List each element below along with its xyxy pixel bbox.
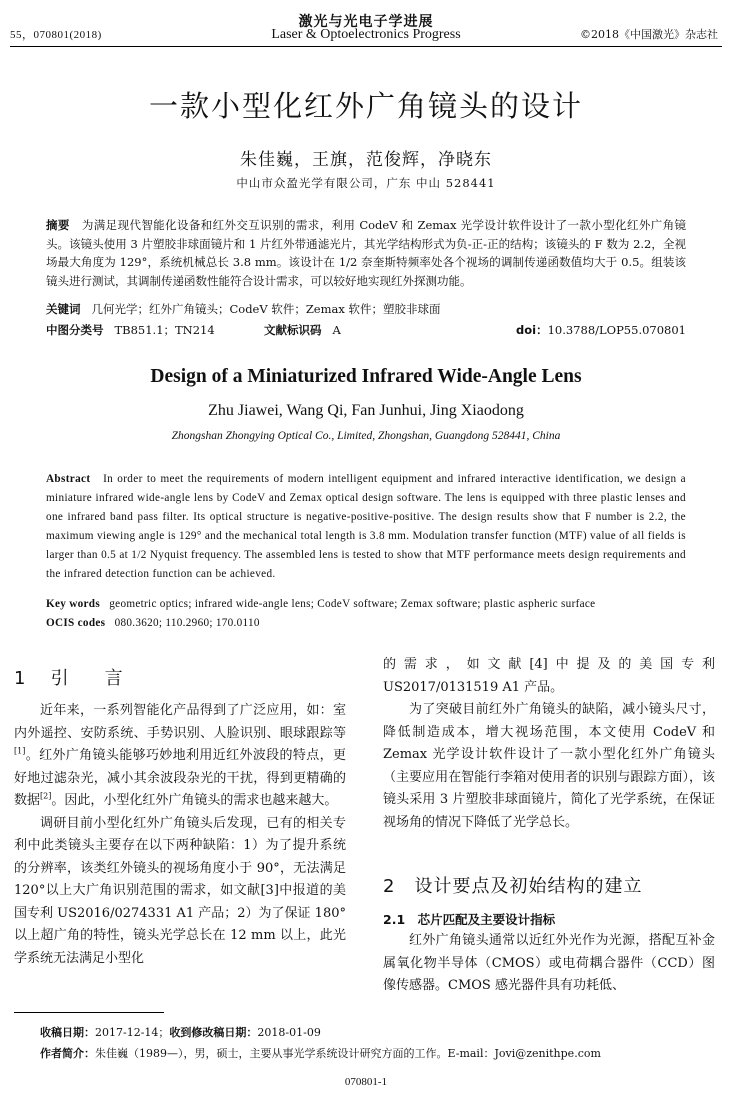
ocis-label: OCIS codes xyxy=(46,617,106,629)
intro-p1-part-a: 近年来，一系列智能化产品得到了广泛应用，如：室内外遥控、安防系统、手势识别、人脸识别、眼球跟踪等 xyxy=(14,703,346,741)
footnote-dates xyxy=(40,1024,321,1040)
paper-title-en: Design of a Miniaturized Infrared Wide-Angle Lens xyxy=(150,366,582,387)
intro-p1-part-b: 。红外广角镜头能够巧妙地利用近红外波段的特点，更好地过滤杂光，减小其余波段杂光的干扰，得到更精确的数据 xyxy=(14,748,346,808)
bio-label: 作者简介： xyxy=(40,1047,95,1060)
intro-paragraph-1 xyxy=(14,700,346,813)
revised-date: 2018-01-09 xyxy=(257,1026,321,1039)
doc-code-label: 文献标识码 xyxy=(264,323,322,337)
affiliation-en: Zhongshan Zhongying Optical Co., Limited, Zhongshan, Guangdong 528441, China xyxy=(171,430,561,442)
section-1-heading xyxy=(14,664,125,690)
citation-1[interactable]: [1] xyxy=(14,746,26,756)
revised-label: 收到修改稿日期： xyxy=(169,1026,258,1039)
ocis-text: 080.3620; 110.2960; 170.0110 xyxy=(114,617,260,629)
doi-link[interactable]: 10.3788/LOP55.070801 xyxy=(547,323,686,337)
subsection-2-1-heading: 2.1 芯片匹配及主要设计指标 xyxy=(383,912,556,927)
received-date: 2017-12-14； xyxy=(95,1026,170,1039)
authors-en: Zhu Jiawei, Wang Qi, Fan Junhui, Jing Xiaodong xyxy=(208,402,524,419)
left-column xyxy=(14,700,346,970)
header-issue: 55，070801(2018) xyxy=(10,29,102,41)
keywords-cn xyxy=(46,301,686,317)
abstract-en xyxy=(46,470,686,584)
ocis-codes xyxy=(46,617,686,629)
received-label: 收稿日期： xyxy=(40,1026,95,1039)
authors-cn: 朱佳巍，王旗，范俊辉，净晓东 xyxy=(240,150,492,170)
intro-paragraph-3: 为了突破目前红外广角镜头的缺陷，减小镜头尺寸，降低制造成本，增大视场范围，本文使用 CodeV 和 Zemax 光学设计软件设计了一款小型化红外广角镜头（主要应用在智能行李箱对使用者的识别与跟踪方面），该镜头采用 3 片塑胶非球面镜片，简化了光学系统，在保证视场角的情况下降低了光学总长。 xyxy=(383,702,715,830)
keywords-cn-text: 几何光学；红外广角镜头；CodeV 软件；Zemax 软件；塑胶非球面 xyxy=(91,302,441,316)
section-1-title-b: 言 xyxy=(104,668,125,689)
keywords-en-label: Key words xyxy=(46,598,100,610)
doc-code-value: A xyxy=(332,323,341,337)
abstract-cn xyxy=(46,216,686,290)
abstract-en-text: In order to meet the requirements of modern intelligent equipment and infrared interactive identification, we design a miniature infrared wide-angle lens by CodeV and Zemax optical design software. The lens is equipped with three plastic lenses and one infrared band pass filter. Its optical structure is negative-positive-positive. The design results show that F number is 2.2, the maximum viewing angle is 129° and the mechanical total length is 3.8 mm. Modulation transfer function (MTF) value of all fields is larger than 0.5 at 1/2 Nyquist frequency. The assembled lens is tested to show that MTF performance meets design requirements and the infrared detection function can be achieved. xyxy=(46,473,686,580)
keywords-en xyxy=(46,598,706,610)
doi-label: doi： xyxy=(516,323,548,337)
abstract-cn-text: 为满足现代智能化设备和红外交互识别的需求，利用 CodeV 和 Zemax 光学设计软件设计了一款小型化红外广角镜头。该镜头使用 3 片塑胶非球面镜片和 1 片红外带通滤光片，其光学结构形式为负-正-正的结构；该镜头的 F 数为 2.2，全视场最大角度为 129°，系统机械总长 3.8 mm。该设计在 1/2 奈奎斯特频率处各个视场的调制传递函数值均大于 0.5。组装该镜头进行测试，其调制传递函数性能符合设计需求，可以较好地实现红外探测功能。 xyxy=(46,218,687,288)
right-column xyxy=(383,654,715,834)
footnote-divider xyxy=(14,1012,164,1013)
section-2-paragraph-1: 红外广角镜头通常以近红外光作为光源，搭配互补金属氧化物半导体（CMOS）或电荷耦合器件（CCD）图像传感器。CMOS 感光器件具有功耗低、 xyxy=(383,933,715,993)
abstract-en-label: Abstract xyxy=(46,473,91,485)
intro-p1-part-c: 。因此，小型化红外广角镜头的需求也越来越大。 xyxy=(51,793,338,808)
keywords-en-text: geometric optics; infrared wide-angle lens; CodeV software; Zemax software; plastic aspheric surface xyxy=(109,598,596,610)
abstract-cn-label: 摘要 xyxy=(46,218,70,232)
keywords-cn-label: 关键词 xyxy=(46,302,81,316)
section-2-heading: 2 设计要点及初始结构的建立 xyxy=(383,876,643,897)
journal-name-en: Laser & Optoelectronics Progress xyxy=(271,27,461,42)
section-1-title-a: 引 xyxy=(50,668,71,689)
footnote-author-bio xyxy=(40,1045,601,1061)
intro-paragraph-continued: 的需求，如文献[4]中提及的美国专利 US2017/0131519 A1 产品。 xyxy=(383,657,715,695)
section-2-body xyxy=(383,930,715,998)
bio-text: 朱佳巍（1989—），男，硕士，主要从事光学系统设计研究方面的工作。E-mail：Jovi@zenithpe.com xyxy=(95,1047,601,1060)
header-divider xyxy=(10,46,722,47)
intro-paragraph-2: 调研目前小型化红外广角镜头后发现，已有的相关专利中此类镜头主要存在以下两种缺陷：1）为了提升系统的分辨率，该类红外镜头的视场角度小于 90°，无法满足 120°以上大广角识别范围的需求，如文献[3]中报道的美国专利 US2016/0274331 A1 产品；2）为了保证 180°以上超广角的特性，镜头光学总长在 12 mm 以上，此光学系统无法满足小型化 xyxy=(14,815,346,966)
paper-title-cn: 一款小型化红外广角镜头的设计 xyxy=(148,89,583,123)
section-1-number: 1 xyxy=(14,668,28,689)
affiliation-cn: 中山市众盈光学有限公司，广东 中山 528441 xyxy=(236,176,496,190)
journal-name-cn: 激光与光电子学进展 xyxy=(298,14,434,30)
citation-2[interactable]: [2] xyxy=(40,791,52,801)
header-copyright: ©2018《中国激光》杂志社 xyxy=(580,28,718,41)
clc-label: 中图分类号 xyxy=(46,323,104,337)
doi-line xyxy=(516,322,686,338)
page-number: 070801-1 xyxy=(344,1076,388,1088)
clc-value: TB851.1；TN214 xyxy=(114,323,215,337)
